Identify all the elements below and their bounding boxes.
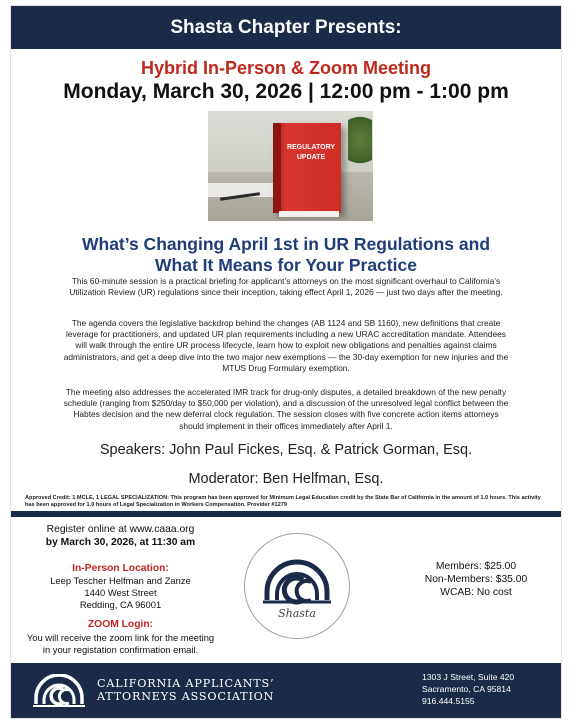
location-address <box>13 575 228 611</box>
footer-address <box>422 671 552 707</box>
badge-label: Shasta <box>278 607 316 620</box>
register-deadline: by March 30, 2026, at 11:30 am <box>45 537 196 548</box>
book-pages <box>279 211 339 217</box>
speakers: Speakers: John Paul Fickes, Esq. & Patrick Gorman, Esq. <box>99 442 473 458</box>
location-name: Leep Tescher Helfman and Zanze <box>50 575 191 586</box>
hero-image <box>208 111 373 221</box>
book-label <box>285 143 337 163</box>
plant-icon <box>348 116 372 176</box>
headline-line2: What It Means for Your Practice <box>155 255 417 275</box>
footer-org-name <box>97 677 317 703</box>
zoom-info <box>13 632 228 656</box>
price-wcab: WCAB: No cost <box>440 587 512 598</box>
footer-address-line1: 1303 J Street, Suite 420 <box>422 672 515 682</box>
price-members: Members: $25.00 <box>435 561 517 572</box>
caaa-logo-icon <box>245 534 349 638</box>
flyer <box>11 6 561 718</box>
zoom-line1: You will receive the zoom link for the meeting <box>26 632 215 643</box>
footer-bar <box>11 663 561 718</box>
pricing <box>391 560 561 599</box>
book-label-line1: REGULATORY <box>286 144 336 151</box>
header-bar <box>11 6 561 49</box>
headline-line1: What’s Changing April 1st in UR Regulations and <box>81 234 491 254</box>
meeting-date: Monday, March 30, 2026 | 12:00 pm - 1:00 pm <box>63 80 509 103</box>
register-online: Register online at www.caaa.org <box>46 524 195 535</box>
footer-org-line2: ATTORNEYS ASSOCIATION <box>97 690 275 703</box>
regulatory-book-image <box>273 123 341 213</box>
caaa-logo-icon <box>33 674 85 708</box>
details-paragraph: The meeting also addresses the accelerated IMR track for drug-only disputes, a detailed breakdown of the new penalty schedule (ranging from $250/day to $50,000 per violation), and a discussion of the unresolved legal conflict between the Habtes decision and the new deferral clock regulation. The session closes with five concrete action items attorneys should implement in their offices immediately after April 1. <box>63 387 509 431</box>
agenda-paragraph: The agenda covers the legislative backdrop behind the changes (AB 1124 and SB 1160), new definitions that create leverage for practitioners, and updated UR plan requirements including a new URAC accreditation mandate. Attendees will walk through the entire UR process lifecycle, learn how to exploit new obligations and penalties against claims administrators, and get a deep dive into the two major new exemptions — the 30-day exemption for new injuries and the MTUS Drug Formulary exemption. <box>63 318 509 373</box>
registration-info <box>13 523 228 549</box>
zoom-heading <box>13 619 228 630</box>
location-heading <box>13 563 228 574</box>
meeting-type: Hybrid In-Person & Zoom Meeting <box>140 58 431 78</box>
footer-phone: 916.444.5155 <box>422 696 475 706</box>
zoom-heading-text: ZOOM Login: <box>87 619 154 630</box>
shasta-chapter-badge <box>244 533 350 639</box>
headline <box>31 234 541 276</box>
location-street: 1440 West Street <box>84 587 157 598</box>
footer-address-line2: Sacramento, CA 95814 <box>422 684 511 694</box>
footer-org-line1: CALIFORNIA APPLICANTS’ <box>97 677 275 690</box>
location-heading-text: In-Person Location: <box>72 563 169 574</box>
intro-paragraph: This 60-minute session is a practical briefing for applicant’s attorneys on the most significant overhaul to California’s Utilization Review (UR) regulations since their inception, taking effect April 1, 2026 — just two days after the meeting. <box>69 276 503 298</box>
moderator: Moderator: Ben Helfman, Esq. <box>188 471 384 487</box>
book-label-line2: UPDATE <box>296 154 326 161</box>
book-spine <box>273 123 281 213</box>
header-title: Shasta Chapter Presents: <box>170 17 402 38</box>
divider-bar <box>11 511 561 517</box>
price-non-members: Non-Members: $35.00 <box>424 574 528 585</box>
location-city: Redding, CA 96001 <box>79 599 162 610</box>
zoom-line2: in your registation confirmation email. <box>42 644 199 655</box>
credit-note: Approved Credit: 1 MCLE, 1 LEGAL SPECIALIZATION: This program has been approved for Minimum Legal Education credit by the State Bar of California in the amount of 1.0 hours. This activity has been approved for 1.0 hours of Legal Specialization in Workers Compensation. Provider #1279 <box>25 495 541 508</box>
